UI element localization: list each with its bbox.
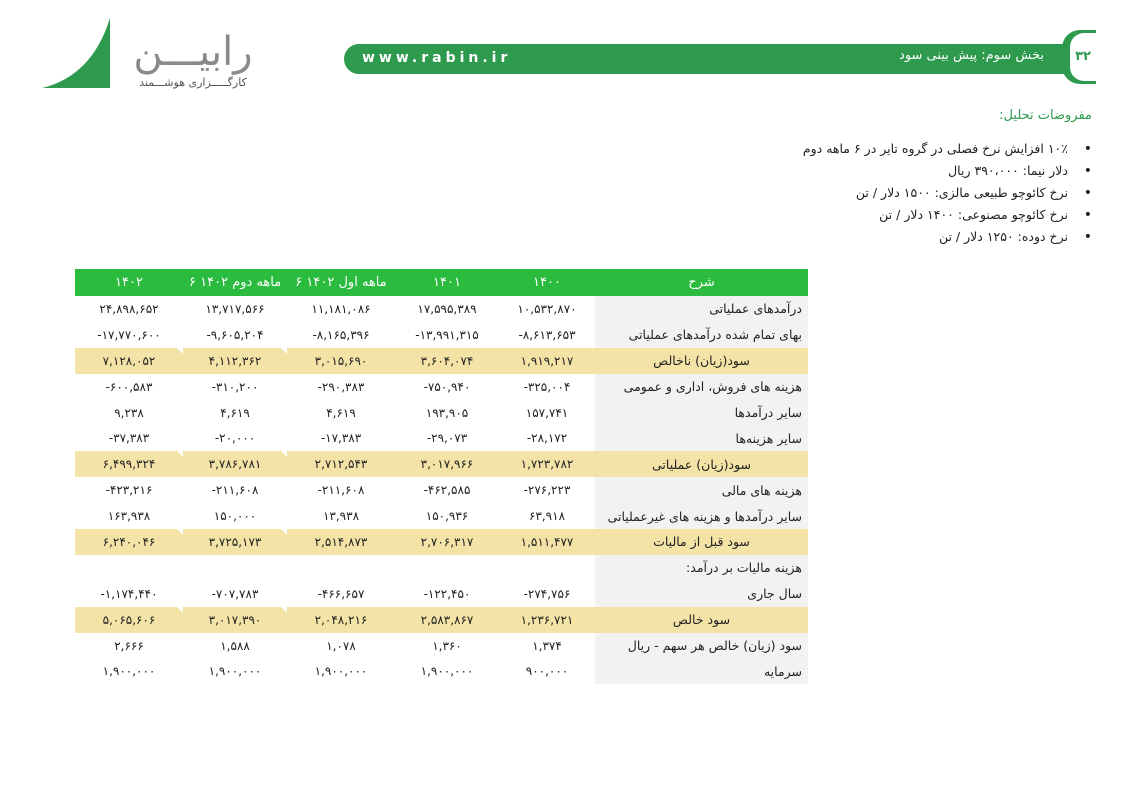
page-number-tab	[1062, 30, 1096, 84]
table-row	[75, 296, 808, 322]
table-cell-value: ۳,۶۰۴,۰۷۴	[395, 348, 499, 374]
table-row-label: سال جاری	[595, 581, 808, 607]
assumption-item: • ۱۰٪ افزایش نرخ فصلی در گروه تایر در ۶ ماهه دوم	[803, 138, 1072, 160]
table-row-label: سایر درآمدها و هزینه های غیرعملیاتی	[595, 503, 808, 529]
profit-forecast-table	[75, 269, 808, 684]
bullet-icon: •	[1083, 185, 1092, 201]
table-cell-value: ۳,۰۱۵,۶۹۰	[287, 348, 395, 374]
section-title: بخش سوم: پیش بینی سود	[899, 48, 1044, 63]
table-row-label: هزینه مالیات بر درآمد:	[595, 555, 808, 581]
table-cell-value: ۹۰۰,۰۰۰	[525, 664, 569, 679]
table-cell-value: -۲۷۴,۷۵۶	[523, 586, 571, 601]
table-cell-value: ۶۳,۹۱۸	[528, 509, 566, 524]
table-row	[75, 477, 808, 503]
table-row	[75, 322, 808, 348]
column-header: ۱۴۰۲	[75, 269, 183, 296]
table-cell-value: ۱,۹۰۰,۰۰۰	[102, 664, 156, 679]
assumption-item: • نرخ کائوچو طبیعی مالزی: ۱۵۰۰ دلار / تن	[803, 182, 1072, 204]
table-row-label: سود (زیان) خالص هر سهم - ریال	[595, 633, 808, 659]
table-row	[75, 529, 808, 555]
bullet-icon: •	[1083, 207, 1092, 223]
bullet-icon: •	[1083, 141, 1092, 157]
table-row-label: سود(زیان) عملیاتی	[595, 451, 808, 477]
table-cell-value: ۴,۱۱۲,۳۶۲	[183, 348, 287, 374]
table-cell-value: ۱۳,۹۳۸	[322, 509, 360, 524]
table-cell-value: ۴,۶۱۹	[220, 405, 250, 420]
table-cell-value: -۲۷۶,۲۲۳	[523, 483, 571, 498]
table-row	[75, 451, 808, 477]
table-cell-value: ۱۹۳,۹۰۵	[425, 405, 469, 420]
table-cell-value: ۲,۶۶۶	[114, 638, 144, 653]
table-cell-value: ۹,۲۳۸	[114, 405, 144, 420]
table-row-label: سود قبل از مالیات	[595, 529, 808, 555]
table-cell-value: -۷۰۷,۷۸۳	[211, 586, 259, 601]
logo	[126, 30, 260, 89]
table-cell-value: ۱,۵۸۸	[220, 638, 250, 653]
table-cell-value: -۲۱۱,۶۰۸	[317, 483, 365, 498]
column-header-description: شرح	[595, 269, 808, 296]
column-header: ۱۴۰۱	[395, 269, 499, 296]
table-cell-value: ۱,۳۷۴	[532, 638, 562, 653]
table-cell-value: ۱۳,۷۱۷,۵۶۶	[205, 301, 265, 316]
table-row-label: سود(زیان) ناخالص	[595, 348, 808, 374]
table-cell-value: -۳۱۰,۲۰۰	[211, 379, 259, 394]
assumptions-list	[802, 138, 1092, 248]
table-cell-value: ۳,۷۲۵,۱۷۳	[183, 529, 287, 555]
table-cell-value: ۱,۰۷۸	[326, 638, 356, 653]
table-cell-value: ۱,۹۰۰,۰۰۰	[314, 664, 368, 679]
table-cell-value: ۱,۹۰۰,۰۰۰	[208, 664, 262, 679]
table-cell-value: ۱,۲۳۶,۷۲۱	[499, 607, 595, 633]
column-header: ۶ ماهه اول ۱۴۰۲	[287, 269, 395, 296]
table-row-label: درآمدهای عملیاتی	[595, 296, 808, 322]
table-cell-value: -۱۲۲,۴۵۰	[423, 586, 471, 601]
assumption-item: • دلار نیما: ۳۹۰،۰۰۰ ریال	[803, 160, 1072, 182]
table-cell-value	[395, 555, 499, 581]
table-cell-value: ۳,۰۱۷,۳۹۰	[183, 607, 287, 633]
table-cell-value: -۶۰۰,۵۸۳	[105, 379, 153, 394]
table-row-label: سایر هزینه‌ها	[595, 425, 808, 451]
table-cell-value: -۹,۶۰۵,۲۰۴	[206, 327, 264, 342]
table-cell-value: -۳۷,۳۸۳	[108, 431, 150, 446]
table-cell-value	[287, 555, 395, 581]
logo-arc-icon	[40, 16, 114, 90]
table-cell-value: -۱,۱۷۴,۴۴۰	[100, 586, 158, 601]
table-cell-value: ۶,۲۴۰,۰۴۶	[75, 529, 183, 555]
page-number: ۳۲	[1070, 33, 1096, 81]
table-cell-value: ۷,۱۲۸,۰۵۲	[75, 348, 183, 374]
table-cell-value: ۱,۹۰۰,۰۰۰	[420, 664, 474, 679]
table-cell-value: -۱۷,۷۷۰,۶۰۰	[97, 327, 161, 342]
table-cell-value: -۸,۶۱۳,۶۵۳	[518, 327, 576, 342]
table-cell-value: ۳,۰۱۷,۹۶۶	[395, 451, 499, 477]
website-url[interactable]: www.rabin.ir	[362, 50, 512, 66]
table-cell-value: -۲۹,۰۷۳	[426, 431, 468, 446]
assumptions-title: مفروضات تحلیل:	[999, 108, 1092, 123]
table-row-label: سود خالص	[595, 607, 808, 633]
table-cell-value: ۱۵۰,۰۰۰	[213, 509, 257, 524]
table-cell-value: -۴۲۳,۲۱۶	[105, 483, 153, 498]
table-cell-value: ۲,۵۸۳,۸۶۷	[395, 607, 499, 633]
table-cell-value: -۷۵۰,۹۴۰	[423, 379, 471, 394]
table-row	[75, 581, 808, 607]
table-row	[75, 607, 808, 633]
table-cell-value: -۴۶۲,۵۸۵	[423, 483, 471, 498]
table-cell-value: ۱,۷۲۳,۷۸۲	[499, 451, 595, 477]
table-cell-value: ۱۰,۵۳۲,۸۷۰	[517, 301, 577, 316]
table-cell-value: ۶,۴۹۹,۳۲۴	[75, 451, 183, 477]
table-row-label: بهای تمام شده درآمدهای عملیاتی	[595, 322, 808, 348]
table-row	[75, 425, 808, 451]
table-cell-value	[75, 555, 183, 581]
table-cell-value: -۸,۱۶۵,۳۹۶	[312, 327, 370, 342]
table-cell-value: ۳,۷۸۶,۷۸۱	[183, 451, 287, 477]
assumption-item: • نرخ کائوچو مصنوعی: ۱۴۰۰ دلار / تن	[803, 204, 1072, 226]
table-cell-value: ۵,۰۶۵,۶۰۶	[75, 607, 183, 633]
column-header: ۱۴۰۰	[499, 269, 595, 296]
table-cell-value: ۱۵۰,۹۳۶	[425, 509, 469, 524]
table-cell-value	[183, 555, 287, 581]
table-row	[75, 400, 808, 426]
table-cell-value: ۲,۷۰۶,۳۱۷	[395, 529, 499, 555]
table-cell-value: -۴۶۶,۶۵۷	[317, 586, 365, 601]
table-row	[75, 374, 808, 400]
logo-wordmark: رابیـــن	[133, 29, 253, 75]
table-cell-value: ۲,۰۴۸,۲۱۶	[287, 607, 395, 633]
table-cell-value: ۲۴,۸۹۸,۶۵۲	[99, 301, 159, 316]
table-row-label: سایر درآمدها	[595, 400, 808, 426]
table-cell-value: ۲,۵۱۴,۸۷۳	[287, 529, 395, 555]
table-row	[75, 503, 808, 529]
table-cell-value: ۱,۵۱۱,۴۷۷	[499, 529, 595, 555]
table-cell-value: ۴,۶۱۹	[326, 405, 356, 420]
table-cell-value: ۱۱,۱۸۱,۰۸۶	[311, 301, 371, 316]
table-cell-value: -۳۲۵,۰۰۴	[523, 379, 571, 394]
table-row-label: هزینه های فروش، اداری و عمومی	[595, 374, 808, 400]
column-header: ۶ ماهه دوم ۱۴۰۲	[183, 269, 287, 296]
table-cell-value: ۱۵۷,۷۴۱	[525, 405, 569, 420]
table-row-label: سرمایه	[595, 658, 808, 684]
bullet-icon: •	[1083, 229, 1092, 245]
table-row-label: هزینه های مالی	[595, 477, 808, 503]
table-row	[75, 555, 808, 581]
table-cell-value: ۱,۹۱۹,۲۱۷	[499, 348, 595, 374]
assumption-item: • نرخ دوده: ۱۲۵۰ دلار / تن	[803, 226, 1072, 248]
table-header-row	[75, 269, 808, 296]
header-bar	[344, 44, 1066, 74]
table-cell-value: -۲۸,۱۷۲	[526, 431, 568, 446]
bullet-icon: •	[1083, 163, 1092, 179]
table-cell-value: -۱۷,۳۸۳	[320, 431, 362, 446]
logo-tagline: کارگـــــزاری هوشـــمند	[139, 76, 247, 89]
table-cell-value: -۲۹۰,۳۸۳	[317, 379, 365, 394]
table-cell-value	[499, 555, 595, 581]
table-row	[75, 348, 808, 374]
table-cell-value: ۱,۳۶۰	[432, 638, 462, 653]
table-row	[75, 658, 808, 684]
table-cell-value: -۱۳,۹۹۱,۳۱۵	[415, 327, 479, 342]
table-cell-value: ۲,۷۱۲,۵۴۳	[287, 451, 395, 477]
table-row	[75, 633, 808, 659]
table-cell-value: ۱۶۳,۹۳۸	[107, 509, 151, 524]
table-cell-value: -۲۰,۰۰۰	[214, 431, 256, 446]
table-cell-value: -۲۱۱,۶۰۸	[211, 483, 259, 498]
table-cell-value: ۱۷,۵۹۵,۳۸۹	[417, 301, 477, 316]
